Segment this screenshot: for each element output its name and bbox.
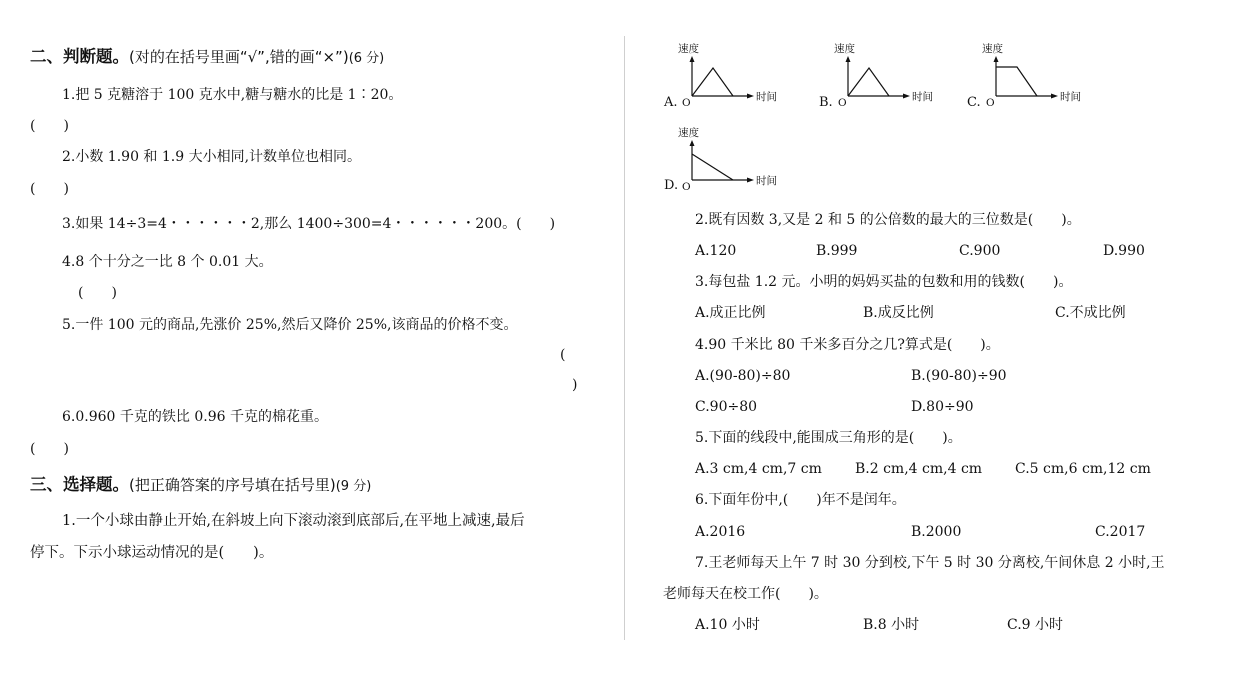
graph-a[interactable] xyxy=(676,40,786,110)
graph-c-y-label: 速度 xyxy=(982,43,1003,55)
section3-heading-score: (9 分) xyxy=(335,479,372,494)
section2-heading-main: 二、判断题。 xyxy=(30,47,129,66)
choice-q7-line2: 老师每天在校工作( )。 xyxy=(663,586,828,602)
judge-item-6-answer-blank[interactable]: ( ) xyxy=(30,441,69,457)
graph-d-letter: D. xyxy=(664,178,679,193)
choice-q1-line1: 1.一个小球由静止开始,在斜坡上向下滚动滚到底部后,在平地上减速,最后 xyxy=(62,513,525,529)
choice-q6-option-c[interactable]: C.2017 xyxy=(1095,524,1146,540)
choice-q7-option-c[interactable]: C.9 小时 xyxy=(1007,617,1064,633)
choice-q6-option-a[interactable]: A.2016 xyxy=(695,524,746,540)
choice-q2: 2.既有因数 3,又是 2 和 5 的公倍数的最大的三位数是( )。 xyxy=(695,212,1081,228)
choice-q3-option-b[interactable]: B.成反比例 xyxy=(863,305,934,321)
choice-q5-option-b[interactable]: B.2 cm,4 cm,4 cm xyxy=(855,461,983,477)
choice-q2-option-c[interactable]: C.900 xyxy=(959,243,1001,259)
graph-a-y-label: 速度 xyxy=(678,43,699,55)
graph-d[interactable] xyxy=(676,124,786,194)
judge-item-5: 5.一件 100 元的商品,先涨价 25%,然后又降价 25%,该商品的价格不变。 xyxy=(62,317,518,333)
choice-q4-option-d[interactable]: D.80÷90 xyxy=(911,399,974,415)
choice-q4-option-c[interactable]: C.90÷80 xyxy=(695,399,758,415)
judge-item-2-answer-blank[interactable]: ( ) xyxy=(30,181,69,197)
judge-item-3: 3.如果 14÷3=4・・・・・・2,那么 1400÷300=4・・・・・・200。( ) xyxy=(62,216,556,232)
choice-q7-option-b[interactable]: B.8 小时 xyxy=(863,617,920,633)
choice-q2-option-b[interactable]: B.999 xyxy=(816,243,858,259)
judge-item-4-answer-blank[interactable]: ( ) xyxy=(78,285,117,301)
judge-item-6: 6.0.960 千克的铁比 0.96 千克的棉花重。 xyxy=(62,409,328,425)
speed-time-graph-triangle-icon xyxy=(832,40,942,110)
graph-a-origin: O xyxy=(682,97,691,109)
graph-d-x-label: 时间 xyxy=(756,175,777,187)
graph-b-origin: O xyxy=(838,97,847,109)
judge-item-1-answer-blank[interactable]: ( ) xyxy=(30,118,69,134)
graph-a-x-label: 时间 xyxy=(756,91,777,103)
judge-item-5-blank-close[interactable]: ) xyxy=(572,377,578,393)
speed-time-graph-triangle-icon xyxy=(676,40,786,110)
section2-heading xyxy=(30,48,384,68)
graph-d-origin: O xyxy=(682,181,691,193)
choice-q5-option-c[interactable]: C.5 cm,6 cm,12 cm xyxy=(1015,461,1151,477)
graph-a-letter: A. xyxy=(664,95,678,110)
graph-c-origin: O xyxy=(986,97,995,109)
choice-q3-option-c[interactable]: C.不成比例 xyxy=(1055,305,1126,321)
judge-item-1: 1.把 5 克糖溶于 100 克水中,糖与糖水的比是 1∶20。 xyxy=(62,87,403,103)
choice-q1-line2: 停下。下示小球运动情况的是( )。 xyxy=(30,545,274,561)
speed-time-graph-decreasing-icon xyxy=(676,124,786,194)
graph-c-x-label: 时间 xyxy=(1060,91,1081,103)
choice-q4-option-b[interactable]: B.(90-80)÷90 xyxy=(911,368,1007,384)
choice-q5: 5.下面的线段中,能围成三角形的是( )。 xyxy=(695,430,962,446)
graph-c[interactable] xyxy=(980,40,1090,110)
graph-c-letter: C. xyxy=(967,95,981,110)
graph-b-y-label: 速度 xyxy=(834,43,855,55)
section2-heading-instructions: (对的在括号里画“√”,错的画“×”) xyxy=(129,48,349,66)
choice-q6: 6.下面年份中,( )年不是闰年。 xyxy=(695,492,906,508)
section3-heading xyxy=(30,476,371,496)
choice-q7-option-a[interactable]: A.10 小时 xyxy=(695,617,760,633)
speed-time-graph-plateau-icon xyxy=(980,40,1090,110)
choice-q3: 3.每包盐 1.2 元。小明的妈妈买盐的包数和用的钱数( )。 xyxy=(695,274,1073,290)
column-divider xyxy=(624,36,625,640)
graph-b-x-label: 时间 xyxy=(912,91,933,103)
choice-q4: 4.90 千米比 80 千米多百分之几?算式是( )。 xyxy=(695,337,1000,353)
graph-b[interactable] xyxy=(832,40,942,110)
choice-q3-option-a[interactable]: A.成正比例 xyxy=(695,305,766,321)
choice-q5-option-a[interactable]: A.3 cm,4 cm,7 cm xyxy=(695,461,822,477)
choice-q2-option-d[interactable]: D.990 xyxy=(1103,243,1145,259)
section3-heading-instructions: (把正确答案的序号填在括号里) xyxy=(129,476,336,494)
choice-q4-option-a[interactable]: A.(90-80)÷80 xyxy=(695,368,791,384)
judge-item-2: 2.小数 1.90 和 1.9 大小相同,计数单位也相同。 xyxy=(62,149,362,165)
section3-heading-main: 三、选择题。 xyxy=(30,475,129,494)
judge-item-4: 4.8 个十分之一比 8 个 0.01 大。 xyxy=(62,254,273,270)
choice-q7-line1: 7.王老师每天上午 7 时 30 分到校,下午 5 时 30 分离校,午间休息 2 小时,王 xyxy=(695,555,1165,571)
judge-item-5-blank-open[interactable]: ( xyxy=(560,347,566,363)
section2-heading-score: (6 分) xyxy=(348,51,385,66)
graph-d-y-label: 速度 xyxy=(678,127,699,139)
graph-b-letter: B. xyxy=(819,95,833,110)
choice-q2-option-a[interactable]: A.120 xyxy=(695,243,737,259)
choice-q6-option-b[interactable]: B.2000 xyxy=(911,524,962,540)
